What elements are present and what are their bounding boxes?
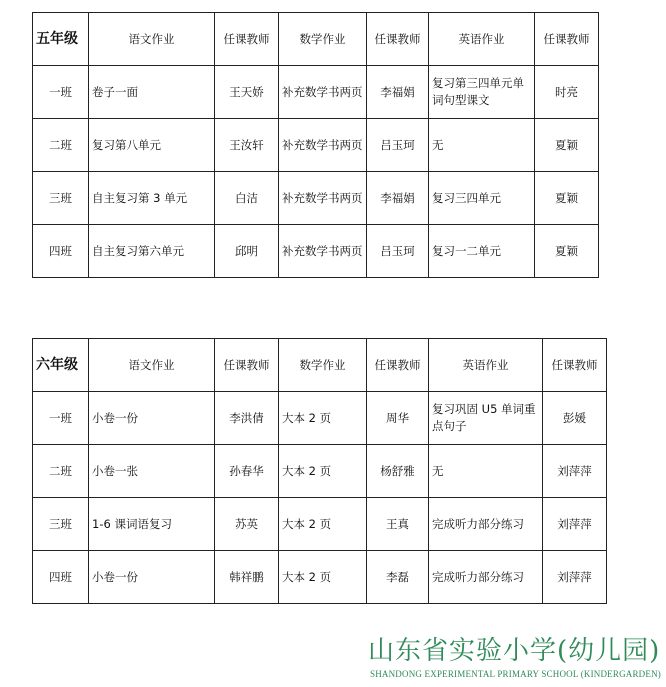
header-english-homework: 英语作业	[429, 339, 543, 392]
header-math-teacher: 任课教师	[367, 13, 429, 66]
math-homework: 补充数学书两页	[279, 172, 367, 225]
table-row	[33, 66, 599, 119]
math-teacher: 李福娟	[367, 172, 429, 225]
english-homework: 完成听力部分练习	[429, 551, 543, 604]
header-chinese-homework: 语文作业	[89, 339, 215, 392]
table-header-row	[33, 339, 607, 392]
english-homework: 完成听力部分练习	[429, 498, 543, 551]
class-name: 三班	[33, 172, 89, 225]
math-homework: 大本 2 页	[279, 445, 367, 498]
english-homework: 无	[429, 445, 543, 498]
header-english-teacher: 任课教师	[543, 339, 607, 392]
header-chinese-homework: 语文作业	[89, 13, 215, 66]
class-name: 四班	[33, 551, 89, 604]
english-teacher: 夏颖	[535, 119, 599, 172]
english-teacher: 刘萍萍	[543, 551, 607, 604]
english-teacher: 刘萍萍	[543, 498, 607, 551]
math-homework: 大本 2 页	[279, 551, 367, 604]
chinese-homework: 小卷一张	[89, 445, 215, 498]
table-row	[33, 119, 599, 172]
class-name: 四班	[33, 225, 89, 278]
math-homework: 补充数学书两页	[279, 66, 367, 119]
grade5-homework-table	[32, 12, 599, 278]
school-watermark-chinese: 山东省实验小学(幼儿园)	[368, 636, 661, 666]
english-teacher: 彭媛	[543, 392, 607, 445]
chinese-homework: 小卷一份	[89, 392, 215, 445]
chinese-teacher: 王天娇	[215, 66, 279, 119]
grade6-homework-table	[32, 338, 607, 604]
chinese-teacher: 白洁	[215, 172, 279, 225]
class-name: 二班	[33, 445, 89, 498]
table-header-row	[33, 13, 599, 66]
header-english-homework: 英语作业	[429, 13, 535, 66]
english-homework: 复习一二单元	[429, 225, 535, 278]
chinese-homework: 卷子一面	[89, 66, 215, 119]
math-teacher: 周华	[367, 392, 429, 445]
chinese-teacher: 苏英	[215, 498, 279, 551]
chinese-homework: 小卷一份	[89, 551, 215, 604]
english-homework: 无	[429, 119, 535, 172]
english-homework: 复习第三四单元单词句型课文	[429, 66, 535, 119]
header-chinese-teacher: 任课教师	[215, 13, 279, 66]
table-row	[33, 551, 607, 604]
table-row	[33, 172, 599, 225]
class-name: 一班	[33, 392, 89, 445]
header-math-homework: 数学作业	[279, 339, 367, 392]
table-row	[33, 498, 607, 551]
english-homework: 复习巩固 U5 单词重点句子	[429, 392, 543, 445]
school-watermark-english: SHANDONG EXPERIMENTAL PRIMARY SCHOOL (KINDERGARDEN)	[370, 669, 661, 679]
math-teacher: 吕玉珂	[367, 119, 429, 172]
table-row	[33, 445, 607, 498]
chinese-homework: 自主复习第六单元	[89, 225, 215, 278]
table-row	[33, 392, 607, 445]
header-chinese-teacher: 任课教师	[215, 339, 279, 392]
math-teacher: 杨舒雅	[367, 445, 429, 498]
class-name: 三班	[33, 498, 89, 551]
class-name: 二班	[33, 119, 89, 172]
chinese-homework: 自主复习第 3 单元	[89, 172, 215, 225]
english-teacher: 时亮	[535, 66, 599, 119]
math-teacher: 李福娟	[367, 66, 429, 119]
header-math-homework: 数学作业	[279, 13, 367, 66]
math-homework: 大本 2 页	[279, 392, 367, 445]
chinese-homework: 1-6 课词语复习	[89, 498, 215, 551]
header-math-teacher: 任课教师	[367, 339, 429, 392]
chinese-homework: 复习第八单元	[89, 119, 215, 172]
math-teacher: 吕玉珂	[367, 225, 429, 278]
grade-title: 五年级	[33, 13, 89, 66]
math-teacher: 李磊	[367, 551, 429, 604]
english-teacher: 夏颖	[535, 172, 599, 225]
chinese-teacher: 韩祥鹏	[215, 551, 279, 604]
chinese-teacher: 孙春华	[215, 445, 279, 498]
chinese-teacher: 李洪倩	[215, 392, 279, 445]
class-name: 一班	[33, 66, 89, 119]
chinese-teacher: 王汝轩	[215, 119, 279, 172]
math-teacher: 王真	[367, 498, 429, 551]
english-teacher: 刘萍萍	[543, 445, 607, 498]
english-homework: 复习三四单元	[429, 172, 535, 225]
grade-title: 六年级	[33, 339, 89, 392]
header-english-teacher: 任课教师	[535, 13, 599, 66]
chinese-teacher: 邱明	[215, 225, 279, 278]
table-row	[33, 225, 599, 278]
math-homework: 补充数学书两页	[279, 225, 367, 278]
math-homework: 补充数学书两页	[279, 119, 367, 172]
math-homework: 大本 2 页	[279, 498, 367, 551]
english-teacher: 夏颖	[535, 225, 599, 278]
